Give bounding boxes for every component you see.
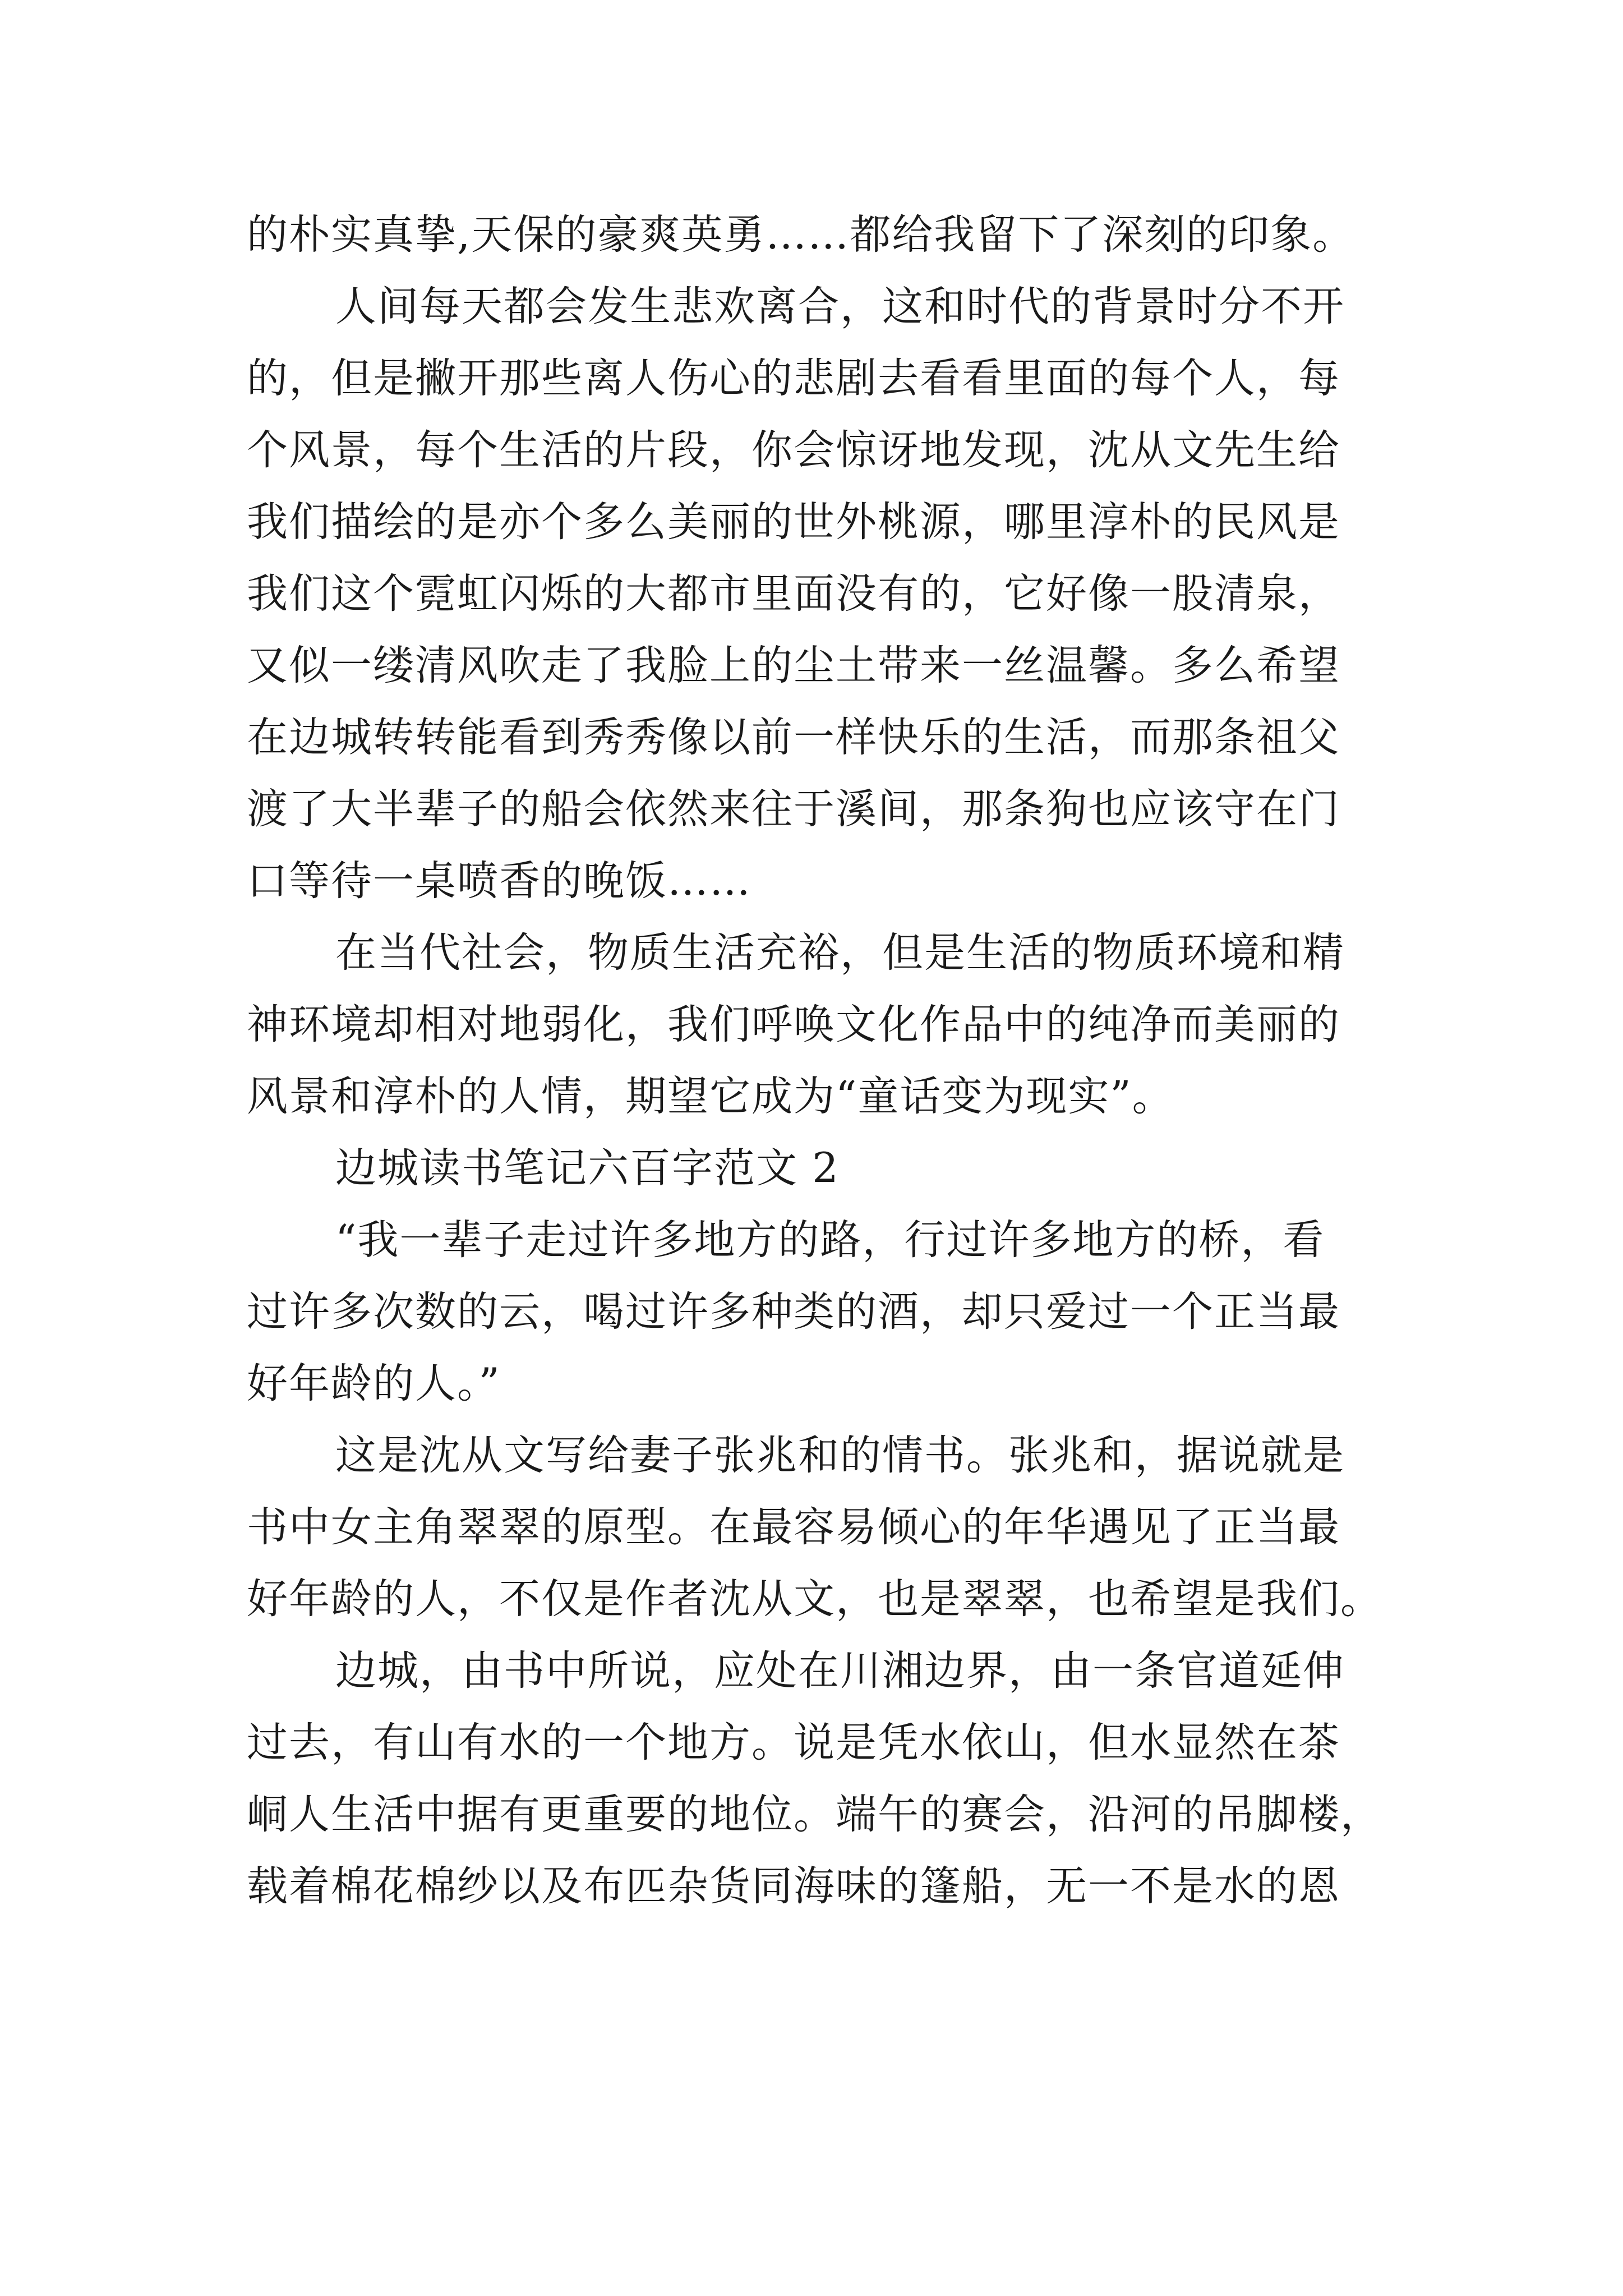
text-line: 神环境却相对地弱化，我们呼唤文化作品中的纯净而美丽的 xyxy=(247,1001,1340,1048)
text-line: 在边城转转能看到秀秀像以前一样快乐的生活，而那条祖父 xyxy=(247,714,1340,761)
text-line: 我们描绘的是亦个多么美丽的世外桃源，哪里淳朴的民风是 xyxy=(247,498,1340,546)
text-line: 个风景，每个生活的片段，你会惊讶地发现，沈从文先生给 xyxy=(247,426,1340,474)
text-line: 口等待一桌喷香的晚饭…… xyxy=(247,857,751,905)
text-line: 书中女主角翠翠的原型。在最容易倾心的年华遇见了正当最 xyxy=(247,1503,1340,1551)
text-line: 好年龄的人，不仅是作者沈从文，也是翠翠，也希望是我们。 xyxy=(247,1575,1382,1623)
text-line: 我们这个霓虹闪烁的大都市里面没有的，它好像一股清泉， xyxy=(247,570,1340,618)
text-line: 好年龄的人。” xyxy=(247,1360,501,1407)
section-heading: 边城读书笔记六百字范文 2 xyxy=(335,1144,840,1192)
paragraph-first-line: 这是沈从文写给妻子张兆和的情书。张兆和，据说就是 xyxy=(335,1432,1345,1479)
paragraph-first-line: 人间每天都会发生悲欢离合，这和时代的背景时分不开 xyxy=(335,283,1345,330)
text-line: 又似一缕清风吹走了我脸上的尘土带来一丝温馨。多么希望 xyxy=(247,642,1340,689)
text-line: 的朴实真挚,天保的豪爽英勇……都给我留下了深刻的印象。 xyxy=(247,211,1355,259)
text-line: 过去，有山有水的一个地方。说是凭水依山，但水显然在茶 xyxy=(247,1719,1340,1766)
paragraph-first-line: 边城，由书中所说，应处在川湘边界，由一条官道延伸 xyxy=(335,1647,1345,1695)
paragraph-first-line: 在当代社会，物质生活充裕，但是生活的物质环境和精 xyxy=(335,929,1345,977)
paragraph-first-line: “我一辈子走过许多地方的路，行过许多地方的桥，看 xyxy=(335,1216,1325,1264)
text-line: 峒人生活中据有更重要的地位。端午的赛会，沿河的吊脚楼， xyxy=(247,1791,1382,1838)
text-line: 载着棉花棉纱以及布匹杂货同海味的篷船，无一不是水的恩 xyxy=(247,1862,1340,1910)
text-line: 过许多次数的云，喝过许多种类的酒，却只爱过一个正当最 xyxy=(247,1288,1340,1336)
text-line: 风景和淳朴的人情，期望它成为“童话变为现实”。 xyxy=(247,1073,1174,1120)
document-body xyxy=(247,199,1436,1922)
text-line: 的，但是撇开那些离人伤心的悲剧去看看里面的每个人，每 xyxy=(247,355,1340,402)
text-line: 渡了大半辈子的船会依然来往于溪间，那条狗也应该守在门 xyxy=(247,785,1340,833)
